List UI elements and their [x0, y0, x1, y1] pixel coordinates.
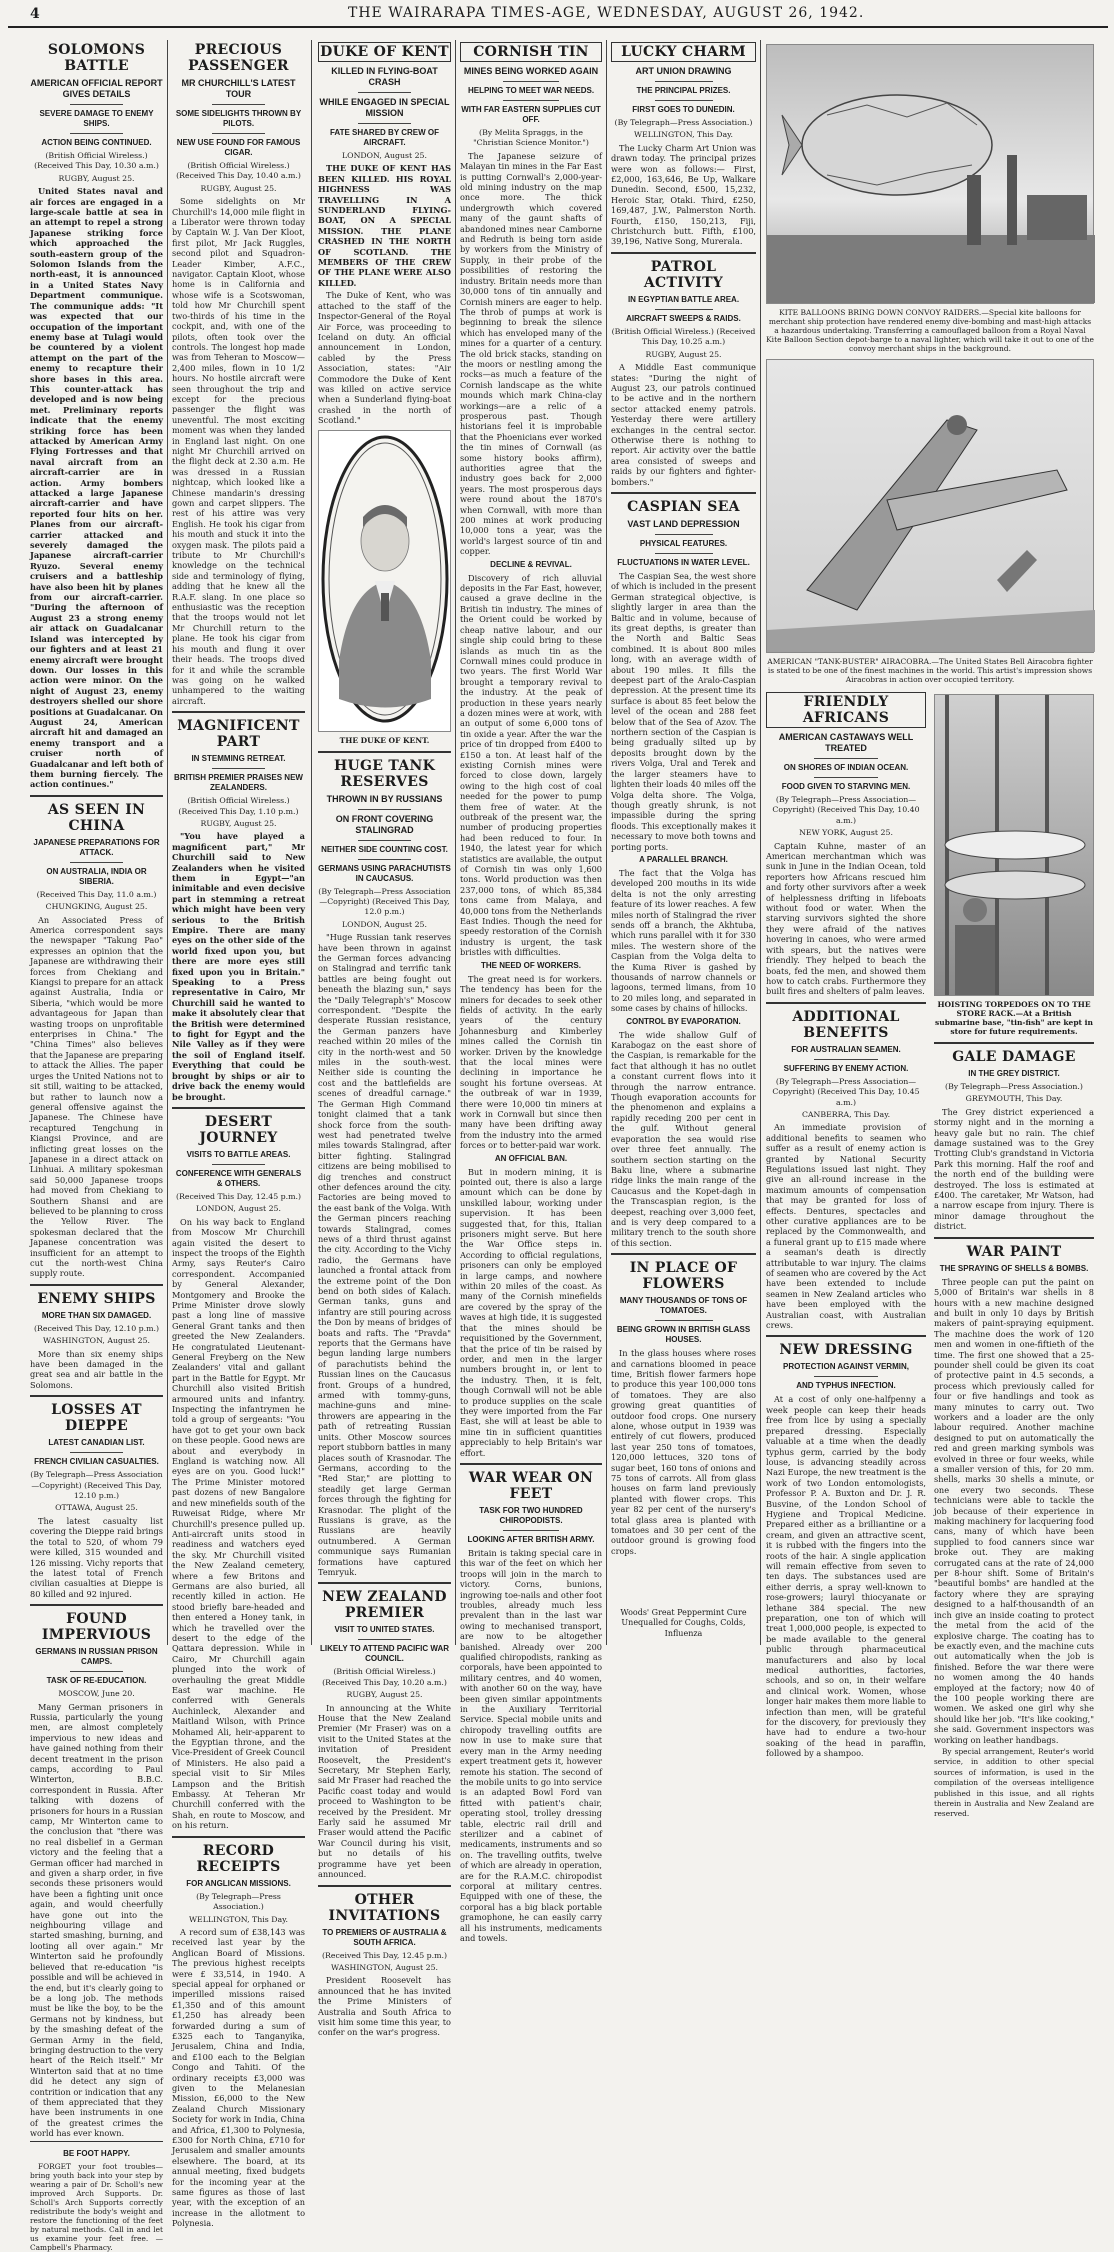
portrait-drawing — [319, 431, 452, 731]
page-number: 4 — [30, 6, 40, 22]
article-body: A Middle East communique states: "During the night of August 23, our patrols continued to be active and in the northern sector attacked enemy patrols. Yesterday there were artillery exchanges in the central sector. Otherwise there is nothing to report. Air activity over the battle area consisted of sweeps and raids by our fighters and fighter-bombers." — [611, 362, 756, 487]
subheadline: ART UNION DRAWING — [635, 66, 732, 76]
headline: DUKE OF KENT — [318, 42, 451, 62]
torpedo-photo — [934, 694, 1094, 996]
advertisement: Woods' Great Peppermint Cure Unequalled for Coughs, Colds, Influenza — [620, 1607, 747, 1638]
article-body: In the glass houses where roses and carnations bloomed in peace time, British flower farmers hope to produce this year 100,000 tons of tomatoes. They are also growing great quantities of outdoor food crops. One nursery alone, whose output in 1939 was entirely of cut flowers, produced last year 250 tons of tomatoes, 120,000 lettuces, 320 tons of sugar beet, 160 tons of onions and 75 tons of carrots. All from glass houses on farm land previously planted with flower crops. This year 82 per cent of the nursery's total glass area is planted with tomatoes and 30 per cent of the outdoor ground is growing food crops. — [611, 1348, 756, 1556]
article-body: Three people can put the paint on 5,000 of Britain's war shells in 8 hours with a new machine designed and built in only 10 days by British makers of paint-spraying equipment. The machine does the work of 120 men and women in one-fiftieth of the time. The first one showed that a 25-pounder shell could be given its coat of protective paint in 4.5 seconds, a process which previously called for four or five handlings and took as many minutes to carry out. Two workers and a loader are the only labour required. Another machine designed to put on automatically the red and green marking symbols was evolved in three or four weeks, while a smaller version of this, for 20 mm. shells, marks 30 shells a minute, or one every two seconds. These technicians were able to tackle the job because of their experience in making machinery for lacquering food cans, many of which have been supplied to food canners since war broke out. They are making corrugated cans at the rate of 24,000 per 8-hour shift. Some of Britain's "beautiful bombs" are handled at the factory where they are spraying designed to a half-thousandth of an inch give an inside coating to protect the metal from the acid of the explosive charge. The coating has to be exactly even, and the machine cuts out automatically when the job is finished. Before the war there were no women among the 40 hands employed at the factory; now 40 of the 100 people working there are women. We asked one girl why she should like her job. "It's like cooking," she said. Government inspectors was working on leather handbags. — [934, 1276, 1094, 1745]
credit-line: (By Telegraph—Press Association.) — [196, 1891, 281, 1912]
subheadline: BRITISH PREMIER PRAISES NEW ZEALANDERS. — [174, 773, 303, 793]
subheadline: PROTECTION AGAINST VERMIN, — [783, 1362, 909, 1372]
credit-line: (By Melita Spraggs, in the "Christian Science Monitor.") — [473, 128, 589, 148]
article-body: "You have played a magnificent part," Mr Churchill said to New Zealanders when he visited them in Egypt—"an inimitable and even decisive part in stemming a retreat which might have been very serious to the British Empire. There are many eyes on the other side of the world fixed upon you, but there are more eyes still fixed upon you in Britain." Speaking to a Press representative in Cairo, Mr Churchill said he wanted to make it absolutely clear that the British were determined to fight for Egypt and the Nile Valley as if they were the soil of England itself. Everything that could be brought by ships or air to drive back the enemy would be brought. — [172, 831, 305, 1102]
dateline: LONDON, August 25. — [196, 1204, 281, 1214]
subheadline: TO PREMIERS OF AUSTRALIA & SOUTH AFRICA. — [322, 1927, 447, 1947]
dateline: RUGBY, August 25. — [200, 183, 277, 193]
article-body: United States naval and air forces are engaged in a large-scale battle at sea in an attempt to repel a strong Japanese striking force which approached the south-eastern group of the Solomon Islands from the north-east, it is announced in a United States Navy Department communique. The communique adds: "It was expected that our occupation of the important enemy base at Tulagi would be countered by a violent attempt on the part of the enemy to recapture their shore bases in this area. This counter-attack has developed and is now being met. Preliminary reports indicate that the enemy striking force has been attacked by American Army Flying Fortresses and that naval aircraft from an aircraft-carrier are in action. Army bombers attacked a large Japanese aircraft-carrier and have reported four hits on her. Planes from our aircraft-carrier attacked and severely damaged the Japanese aircraft-carrier Ryuzo. Several enemy cruisers and a battleship have also been hit by planes from our aircraft-carrier. "During the afternoon of August 23 a strong enemy air attack on Guadalcanar Island was intercepted by our fighters and at least 21 enemy aircraft were brought down. Our losses in this action were minor. On the night of August 23, enemy destroyers shelled our shore positions at Guadalcanar. On August 24, American aircraft hit and damaged an enemy transport and a cruiser north of Guadalcanar and left both of them burning fiercely. The action continues." — [30, 186, 163, 790]
subheadline: FOR AUSTRALIAN SEAMEN. — [791, 1044, 901, 1054]
column-2 — [172, 40, 305, 2229]
article-body: A record sum of £38,143 was received last year by the Anglican Board of Missions. The previous highest receipts were £ 33,514, in 1940. A special appeal for orphaned or imperilled missions raised £1,350 and of this amount £1,250 has already been forwarded during a sum of £325 each to Tanganyika, Jerusalem, China and India, and £100 each to the Belgian Congo and Tahiti. Of the ordinary receipts £3,000 was given to the Melanesian Mission, £6,000 to the New Zealand Church Missionary Society for work in India, China and Africa, £1,300 to Polynesia, £300 for North China, £710 for Jerusalem and smaller amounts elsewhere. The board, at its annual meeting, fixed budgets for the incoming year at the same figures as those of last year, with the exception of an increase in the allotment to Polynesia. — [172, 1926, 305, 2229]
column-4 — [460, 40, 602, 1943]
ad-heading: BE FOOT HAPPY. — [63, 2148, 130, 2158]
ad-body: FORGET your foot troubles—bring youth back into your step by wearing a pair of Dr. Scholl's new improved Arch Supports. Dr. Scholl's Arch Supports correctly redistribute the body's weight and restore the functioning of the feet by natural methods. Call in and let us examine your feet free. —Campbell's Pharmacy. — [30, 2161, 163, 2252]
headline: CORNISH TIN — [460, 42, 602, 62]
torpedo-drawing — [935, 695, 1095, 995]
subheadline: THE PRINCIPAL PRIZES. — [636, 86, 731, 95]
headline: HUGE TANK RESERVES — [333, 757, 436, 790]
headline: ENEMY SHIPS — [37, 1290, 156, 1307]
headline: WAR WEAR ON FEET — [468, 1469, 594, 1502]
article-body: The great need is for workers. The tendency has been for the miners for decades to seek other fields of activity. In the early years of the century Johannesburg and Kimberley mines called the Cornish tin worker. Driven by the knowledge that the local mines were declining in importance he sought his fortune overseas. At the outbreak of war in 1939, there were 10,000 tin miners at work in Cornwall but since then many have been drifting away from the industry into the armed forces or to better-paid war work. — [460, 973, 602, 1151]
dateline: NEW YORK, August 25. — [799, 828, 893, 838]
photo-caption: KITE BALLOONS BRING DOWN CONVOY RAIDERS.—Special kite balloons for merchant ship protection have rendered enemy dive-bombing and mast-high attacks a hazardous undertaking. Transferring a camouflaged balloon from a Royal Naval Kite Balloon Section depot-barge to a naval lighter, which will take it out to one of the convoy merchant ships in the background. — [766, 308, 1094, 353]
credit-line: (British Official Wireless.) (Received This Day, 10.40 a.m.) — [176, 161, 301, 181]
headline: MAGNIFICENT PART — [177, 718, 300, 751]
section-subhead: THE NEED OF WORKERS. — [480, 960, 581, 970]
headline: FRIENDLY AFRICANS — [766, 692, 926, 728]
kite-balloon-photo — [766, 44, 1094, 304]
subheadline: NEITHER SIDE COUNTING COST. — [321, 844, 448, 854]
subheadline: FRENCH CIVILIAN CASUALTIES. — [34, 1457, 159, 1467]
article-body: But in modern mining, it is pointed out, there is also a large amount which can be done by unskilled labour, working under supervision. It has been suggested that, for this, Italian prisoners might serve. But here the War Office steps in. According to official regulations, prisoners can only be employed in large camps, and nowhere within 20 miles of the coast. As many of the Cornish minefields are covered by the spray of the waves at high tide, it is suggested that the mines should be requisitioned by the Government, that the price of tin be raised by order, and men in the larger numbers brought in, or lent to the industry. Then, it is felt, though Cornwall will not be able to produce supplies on the scale they were imported from the Far East, she will at least be able to mine tin in sufficient quantities appreciably to help Britain's war effort. — [460, 1166, 602, 1458]
article-body: Captain Kuhne, master of an American merchantman which was sunk in June in the Indian Ocean, told reporters how Africans rescued him and forty other survivors after a week of helplessness drifting in lifeboats without food or water. When the starving survivors sighted the shore they were afraid of the natives hovering in canoes, who were armed with spears, but the natives were friendly. They helped to beach the boats, fed the men, and showed them how to catch crabs. Furthermore they built fires and shelters of palm leaves. — [766, 840, 926, 997]
headline: LOSSES AT DIEPPE — [51, 1402, 142, 1435]
subheadline: VISIT TO UNITED STATES. — [334, 1625, 435, 1635]
article-body: An Associated Press of America correspondent says the newspaper "Takung Pao" expresses an opinion that the Japanese are withdrawing their forces from Chekiang and Kiangsi to prepare for an attack against Australia, India or Siberia, "which would be more advantageous for Japan than wasting troops on unprofitable enterprises in China." The "China Times" also believes that the Japanese are preparing to attack the Allies. The paper urges the United Nations not to sit still, waiting to be attacked, but rather to launch now a general offensive against the Japanese. The Chinese have recaptured Tengchung in Kiangsi Province, and are inflicting great losses on the Japanese in a direct attack on Linhuai. A military spokesman said 50,000 Japanese troops had moved from Chekiang to Southern Shansi and are believed to be planning to cross the Yellow River. The spokesman declared that the Japanese concentration was insufficient for an attempt to cut the north-west China supply route. — [30, 914, 163, 1279]
credit-line: (British Official Wireless.) (Received This Day, 10.30 a.m.) — [34, 151, 159, 171]
credit-line: (Received This Day, 12.45 p.m.) — [321, 1950, 448, 1960]
subheadline: AMERICAN CASTAWAYS WELL TREATED — [778, 732, 914, 753]
column-rule — [606, 40, 607, 1645]
column-1 — [30, 40, 164, 2252]
article-body: On his way back to England from Moscow Mr Churchill again visited the desert to inspect the troops of the Eighth Army, says Reuter's Cairo correspondent. Accompanied by General Alexander, Montgomery and Brooke the Prime Minister drove slowly past a long line of massive General Grant tanks and then greeted the New Zealanders. He congratulated Lieutenant-General Freyberg on the New Zealanders' vital and gallant part in the Battle for Egypt. Mr Churchill also visited British armoured units and infantry. Inspecting the infantrymen he told a group of sergeants: "You have got to get your own back on these people. Good news are about and everybody in England is watching now. All eyes are on you. Good luck!" The Prime Minister motored past dozens of new Bangalore and new minefields south of the Ruweisat Ridge, where Mr Churchill's presence pulled up. Anti-aircraft units stood in readiness and watchers eyed the sky. Mr Churchill visited the New Zealand cemetery, where a few Britons and Germans are also buried, all recently killed in action. He stood briefly bare-headed and then entered a Honey tank, in which he travelled over the desert to the edge of the Qattara depression. While in Cairo, Mr Churchill again plunged into the work of overhauling the great Middle East war machine. He conferred with Generals Auchinleck, Alexander and Maitland Wilson, with Prince Mohamed Ali, heir-apparent to the Egyptian throne, and the Vice-President of Greek Council of Ministers. He also paid a special visit to Sir Miles Lampson and the British Embassy. At Teheran Mr Churchill conferred with the Shah, en route to Moscow, and on his return. — [172, 1216, 305, 1831]
subheadline: IN THE GREY DISTRICT. — [968, 1069, 1060, 1078]
subheadline: CONFERENCE WITH GENERALS & OTHERS. — [175, 1168, 302, 1188]
headline: IN PLACE OF FLOWERS — [629, 1260, 738, 1293]
headline: GALE DAMAGE — [952, 1049, 1076, 1065]
dateline: GREYMOUTH, This Day. — [965, 1094, 1063, 1104]
subheadline: IN EGYPTIAN BATTLE AREA. — [627, 294, 740, 304]
subheadline: ON SHORES OF INDIAN OCEAN. — [783, 763, 909, 772]
subheadline: VAST LAND DEPRESSION — [627, 518, 740, 529]
column-rule — [167, 40, 168, 1645]
section-subhead: CONTROL BY EVAPORATION. — [626, 1016, 741, 1026]
photo-caption: HOISTING TORPEDOES ON TO THE STORE RACK.—At a British submarine base, "tin-fish" are kept in store for future requirements. — [935, 1000, 1093, 1036]
headline: OTHER INVITATIONS — [328, 1891, 441, 1924]
subheadline: MINES BEING WORKED AGAIN — [463, 66, 599, 76]
article-body: More than six enemy ships have been damaged in the great sea and air battle in the Solomons. — [30, 1348, 163, 1390]
credit-line: (By Telegraph—Press Association—Copyright) (Received This Day, 10.45 a.m.) — [772, 1076, 920, 1107]
headline: FOUND IMPERVIOUS — [41, 1611, 152, 1644]
subheadline: BEING GROWN IN BRITISH GLASS HOUSES. — [616, 1325, 751, 1345]
subheadline: FOOD GIVEN TO STARVING MEN. — [781, 782, 911, 791]
subheadline: FOR ANGLICAN MISSIONS. — [186, 1878, 291, 1888]
section-subhead: AN OFFICIAL BAN. — [494, 1153, 568, 1163]
subheadline: GERMANS USING PARACHUTISTS IN CAUCASUS. — [318, 863, 451, 883]
subheadline: KILLED IN FLYING-BOAT CRASH — [331, 66, 438, 87]
column-6 — [766, 40, 1094, 1819]
credit-line: (By Telegraph—Press Association—Copyright) (Received This Day, 12.10 p.m.) — [30, 1470, 163, 1501]
credit-line: (British Official Wireless.) (Received This Day, 10.25 a.m.) — [611, 326, 756, 347]
dateline: OTTAWA, August 25. — [55, 1503, 138, 1513]
article-body: President Roosevelt has announced that he has invited the Prime Ministers of Australia and South Africa to visit him some time this year, to confer on the war's progress. — [318, 1975, 451, 2038]
subheadline: SEVERE DAMAGE TO ENEMY SHIPS. — [39, 109, 154, 128]
subheadline: MR CHURCHILL'S LATEST TOUR — [181, 78, 296, 99]
subheadline: LATEST CANADIAN LIST. — [48, 1438, 145, 1448]
headline: NEW DRESSING — [779, 1342, 913, 1359]
headline: DESERT JOURNEY — [199, 1113, 278, 1146]
article-body: In announcing at the White House that the New Zealand Premier (Mr Fraser) was on a visit to the United States at the invitation of President Roosevelt, the President's Secretary, Mr Stephen Early, said Mr Fraser had reached the Pacific coast today and would proceed to Washington to be received by the President. Mr Early said he assumed Mr Fraser would attend the Pacific War Council during his visit, but no details of his programme have yet been announced. — [318, 1702, 451, 1880]
headline: PATROL ACTIVITY — [643, 258, 724, 291]
subcolumn-left — [766, 690, 926, 1822]
subcolumn-right — [934, 690, 1094, 1822]
subheadline: HELPING TO MEET WAR NEEDS. — [467, 86, 595, 95]
article-body: The Caspian Sea, the west shore of which is included in the present German strategical objective, is slightly larger in area than the Baltic and in volume, because of its great depths, is greater than the North and Baltic Seas combined. It is about 800 miles long, with an average width of about 190 miles. It fills the deepest part of the Aralo-Caspian depression. At the present time its surface is about 85 feet below the level of the ocean and 288 feet below that of the Sea of Azov. The northern section of the Caspian is being gradually silted up by deposits brought down by the rivers Volga, Ural and Terek and the larger steamers have to lighten their loads 40 miles off the Volga delta shore. The Volga, though greatly shrunk, is not impassible during the spring floods. This exceptionally makes it necessary to move both towns and porting ports. — [611, 570, 756, 852]
subheadline: SOME SIDELIGHTS THROWN BY PILOTS. — [175, 109, 302, 128]
headline: WAR PAINT — [966, 1243, 1062, 1260]
credit-line: (British Official Wireless.) (Received This Day, 10.20 a.m.) — [322, 1667, 447, 1687]
subheadline: AMERICAN OFFICIAL REPORT GIVES DETAILS — [30, 78, 163, 99]
column-5 — [611, 40, 756, 1645]
photo-caption: AMERICAN "TANK-BUSTER" AIRACOBRA.—The United States Bell Airacobra fighter is stated to be one of the finest machines in the world. This artist's impression shows Airacobras in action over occupied territory. — [767, 657, 1093, 684]
newspaper-title: THE WAIRARAPA TIMES-AGE, WEDNESDAY, AUGUST 26, 1942. — [348, 5, 865, 21]
subheadline: MORE THAN SIX DAMAGED. — [41, 1310, 152, 1320]
advertisement — [30, 2141, 163, 2252]
dateline: RUGBY, August 25. — [200, 818, 277, 828]
column-rule — [455, 40, 456, 1645]
credit-line: (By Telegraph—Press Association—Copyright) (Received This Day, 10.40 a.m.) — [772, 795, 920, 825]
dateline: CANBERRA, This Day. — [801, 1109, 891, 1119]
article-body: The Duke of Kent, who was attached to the staff of the Inspector-General of the Royal Air Force, was proceeding to Iceland on duty. An official announcement in London, cabled by the Press Association, states: "Air Commodore the Duke of Kent was killed on active service when a Sunderland flying-boat crashed in the north of Scotland." — [318, 290, 451, 426]
article-body: At a cost of only one-halfpenny a week people can keep their heads free from lice by using a specially prepared dressing. Especially valuable at a time when the deadly typhus germ, carried by the body louse, is advancing steadily across Nazi Europe, the new treatment is the work of two London entomologists, Professor P. A. Buxton and Dr. J. R. Busvine, of the London School of Hygiene and Tropical Medicine. Prepared either as a brilliantine or a cream, and given an attractive scent, it is rubbed with the fingers into the roots of the hair. A single application will remain effective from seven to ten days. The substances used are either derris, a spray well-known to rose-growers; lauryl thiocyanate or lethane 384 special. The new preparation, one ton of which will treat 1,000,000 people, is expected to be made available to the general public through pharmaceutical manufacturers and also by local medical authorities, factories, schools, and so on, in their welfare and clinical work. Women, whose longer hair makes them more liable to infection than men, will be grateful for the discovery, for previously they have had to endure a two-hour soaking of the head in paraffin, followed by a shampoo. — [766, 1394, 926, 1759]
kite-balloon-drawing — [767, 45, 1095, 303]
photo-caption: THE DUKE OF KENT. — [339, 735, 430, 745]
section-subhead: A PARALLEL BRANCH. — [639, 854, 728, 864]
subheadline: IN STEMMING RETREAT. — [191, 754, 286, 764]
subheadline: VISITS TO BATTLE AREAS. — [186, 1149, 291, 1159]
subheadline: THE SPRAYING OF SHELLS & BOMBS. — [939, 1263, 1089, 1273]
article-body: Some sidelights on Mr Churchill's 14,000 mile flight in a Liberator were thrown today by Captain W. J. Van Der Kloot, first pilot, Mr Jack Ruggles, second pilot and Squadron-Leader Kimber, A.F.C., navigator. Captain Kloot, whose home is in California and whose wife is a Scotswoman, told how Mr Churchill spent two-thirds of his time in the cockpit, and, with one of the pilots, often took over the controls. The longest hop made was from Teheran to Moscow—2,400 miles, flown in 10 1/2 hours. No hostile aircraft were seen throughout the trip and except for the precious passenger the flight was uneventful. The most exciting moment was when they landed in England last night. On one night Mr Churchill arrived on the flight deck at 2.30 a.m. He was dressed in a Russian nightcap, which looked like a Chinese mandarin's dressing gown and carpet slippers. The rest of his attire was very English. He took his cigar from his mouth and stuck it into the oxygen mask. The pilots paid a tribute to Mr Churchill's knowledge on the technical side and terminology of flying, adding that he knew all the R.A.F. slang. In one place so enthusiastic was the reception that the troops would not let Mr Churchill return to the plane. He took his cigar from his mouth and flung it over their heads. The troops dived for it and while the scramble was going on he walked unhampered to the waiting aircraft. — [172, 196, 305, 706]
dateline: RUGBY, August 25. — [346, 1690, 423, 1700]
copyright-note: By special arrangement, Reuter's world service, in addition to other special sources of information, is used in the compilation of the overseas intelligence published in this issue, and all rights therein in Australia and New Zealand are reserved. — [934, 1746, 1094, 1819]
subheadline: FLUCTUATIONS IN WATER LEVEL. — [617, 557, 750, 567]
masthead — [8, 0, 1108, 28]
article-body: The Lucky Charm Art Union was drawn today. The principal prizes were won as follows:— First, £2,000, 163,646, Be Up, Walkare Dunedin. Second, £500, 15,232, Heroic Star, Otaki. Third, £250, 169,487, J.W., Palmerston North. Fourth, £150, 150,213, Fiji, Christchurch butt. Fifth, £100, 39,196, Native Song, Murerala. — [611, 142, 756, 247]
article-body: The Japanese seizure of Malayan tin mines in the Far East is putting Cornwall's 2,000-year-old mining industry on the map once more. The thick undergrowth which covered many of the gaunt shafts of abandoned mines near Camborne and Redruth is being torn aside by workers from the Ministry of Supply, in their probe of the possibilities of restoring the industry. Britain needs more than 30,000 tons of tin annually and Cornish miners are eager to help. The throb of pumps at work is beginning to break the silence which has enveloped many of the mines for a quarter of a century. The old brick stacks, standing on the moors or nestling among the rocks—as much a feature of the Cornish landscape as the white mounds which mark China-clay workings—are a relic of a prosperous past. Though historians feel it is improbable that the Phoenicians ever worked the tin mines of Cornwall (as some history books affirm), authorities agree that the industry goes back for 2,000 years. The most prosperous days were round about the 1870's when Cornwall, with more than 200 mines at work producing 10,000 tons a year, was the world's largest source of tin and copper. — [460, 150, 602, 557]
airacobra-drawing — [767, 360, 1095, 652]
dateline: RUGBY, August 25. — [645, 349, 722, 359]
airacobra-illustration — [766, 359, 1094, 653]
article-body: The latest casualty list covering the Dieppe raid brings the total to 520, of whom 79 were killed, 315 wounded and 126 missing. Vichy reports that the latest total of French civilian casualties at Dieppe is 80 killed and 92 injured. — [30, 1515, 163, 1599]
dateline: LONDON, August 25. — [342, 151, 427, 160]
subheadline: NEW USE FOUND FOR FAMOUS CIGAR. — [176, 138, 301, 157]
credit-line: (Received This Day, 12.45 p.m.) — [175, 1191, 302, 1201]
subheadline: AND TYPHUS INFECTION. — [796, 1381, 896, 1391]
dateline: WASHINGTON, August 25. — [330, 1962, 439, 1972]
duke-of-kent-portrait — [318, 430, 451, 732]
headline: RECORD RECEIPTS — [196, 1842, 281, 1875]
subheadline: ON FRONT COVERING STALINGRAD — [335, 813, 434, 835]
subheadline: WITH FAR EASTERN SUPPLIES CUT OFF. — [461, 105, 601, 124]
dateline: WELLINGTON, This Day. — [633, 130, 733, 140]
subheadline: PHYSICAL FEATURES. — [639, 538, 728, 548]
article-body: The fact that the Volga has developed 200 mouths in its wide delta is not the only arresting feature of its lower reaches. A few miles north of Stalingrad the river sends off a branch, the Akhtuba, which runs parallel with it for 330 miles. The western shore of the Caspian from the Volga delta to the Kuma River is gashed by thousands of narrow channels or lagoons, termed limans, from 10 to 20 miles long, and separated in some cases by chains of hillocks. — [611, 867, 756, 1014]
credit-line: (By Telegraph—Press Association.) — [945, 1082, 1083, 1091]
dateline: RUGBY, August 25. — [58, 173, 135, 183]
column-rule — [760, 40, 761, 1645]
subheadline: WHILE ENGAGED IN SPECIAL MISSION — [319, 97, 450, 118]
subheadline: GERMANS IN RUSSIAN PRISON CAMPS. — [35, 1647, 158, 1667]
headline: SOLOMONS BATTLE — [47, 42, 146, 74]
dateline: MOSCOW, June 20. — [58, 1689, 135, 1699]
article-body: An immediate provision of additional benefits to seamen who suffer as a result of enemy action is granted by National Security Regulations issued last night. They give an all-round increase in the maximum amounts of compensation that may be granted for loss of effects. Dentures, spectacles and other curative appliances are to be replaced by the Commonwealth, and a funeral grant up to £15 made where a seaman's death is directly attributable to war injury. The claims of seamen who are covered by the Act have been extended to include seamen in New Zealand articles who have been employed with the Australian coast, with Australian crews. — [766, 1122, 926, 1331]
section-subhead: DECLINE & REVIVAL. — [490, 559, 572, 569]
newspaper-page — [8, 0, 1108, 2252]
subheadline: ACTION BEING CONTINUED. — [41, 138, 152, 147]
subheadline: FIRST GOES TO DUNEDIN. — [632, 105, 735, 114]
headline: PRECIOUS PASSENGER — [188, 42, 289, 74]
headline: LUCKY CHARM — [611, 42, 756, 62]
column-rule — [311, 40, 312, 1645]
headline: AS SEEN IN CHINA — [47, 801, 146, 834]
credit-line: (By Telegraph—Press Association.) — [614, 118, 753, 127]
dateline: CHUNGKING, August 25. — [45, 902, 148, 912]
subheadline: TASK OF RE-EDUCATION. — [46, 1676, 147, 1686]
article-body: The wide shallow Gulf of Karabogaz on the east shore of the Caspian, is remarkable for the fact that although it has no outlet a constant current flows into it through the narrow entrance. Though evaporation accounts for the phenomenon and explains a rapidly receding 200 per cent in the gulf. Without general evaporation the sea would rise over three feet annually. The southern section starting on the Baku line, where a submarine ridge links the main range of the Caucasus and the Kopet-dagh in the Transcaspian region, is the deepest, reaching over 3,000 feet, and is very deep compared to a military trench to the south shore of this section. — [611, 1029, 756, 1248]
credit-line: (British Official Wireless.) (Received This Day, 1.10 p.m.) — [178, 796, 299, 816]
article-body: Many German prisoners in Russia, particularly the young men, are almost completely impervious to new ideas and have gained nothing from their decent treatment in the prison camps, according to Paul Winterton, B.B.C. correspondent in Russia. After talking with dozens of prisoners for hours in a Russian camp, Mr Winterton came to the conclusion that "there was no real disbelief in a German victory and the feeling that a German officer had marched in and given a sharp order, in five seconds these prisoners would have been a fighting unit once again, and would cheerfully have gone out into the neighbouring village and started smashing, burning, and looting all over again." Mr Winterton said he profoundly believed that re-education "is possible and will be achieved in the end, but it's clearly going to be a long job. The methods must be like the boy, to be the Germans not by kindness, but by the smashing defeat of the German Army in the field, bringing destruction to the very heart of the Reich itself." Mr Winterton said that at no time did he detect any sign of contrition or indication that any of them appreciated that they have been instruments in one of the greatest crimes the world has ever known. — [30, 1701, 164, 2139]
article-body: The Grey district experienced a stormy night and in the morning a heavy gale but no rain. The chief damage sustained was to the Grey Trotting Club's grandstand in Victoria Park this morning. Half the roof and the north end of the building were destroyed. The loss is estimated at £400. The caretaker, Mr Watson, had a narrow escape from injury. There is minor damage throughout the district. — [934, 1106, 1094, 1232]
subheadline: LOOKING AFTER BRITISH ARMY. — [467, 1534, 595, 1544]
lower-section — [766, 690, 1094, 1822]
credit-line: (Received This Day, 11.0 a.m.) — [36, 889, 157, 899]
subheadline: JAPANESE PREPARATIONS FOR ATTACK. — [33, 837, 160, 857]
subheadline: MANY THOUSANDS OF TONS OF TOMATOES. — [619, 1296, 748, 1316]
column-3 — [318, 40, 451, 2038]
subheadline: FATE SHARED BY CREW OF AIRCRAFT. — [329, 128, 440, 147]
article-body: Discovery of rich alluvial deposits in the Far East, however, caused a grave decline in the British tin industry. The mines of the Orient could be worked by cheap native labour, and our single ship could bring to these islands as much tin as the Cornwall mines could produce in two years. The first World War brought a temporary revival to the industry. At the peak of production in these years nearly a dozen mines were at work, with an output of some 6,000 tons of tin oxide a year. After the war the price of tin dropped from £400 to £150 a ton. At least half of the existing Cornish mines were forced to close down, largely owing to the high cost of coal needed for the power to pump them free of water. At the outbreak of the present war, the number of producing properties had been reduced to four. In 1940, the latest year for which statistics are available, the output of Cornish tin was only 1,600 tons. World production was then 237,000 tons, of which 85,384 tons came from Malaya, and 40,000 tons from the Netherlands East Indies. Though the need for speedy restoration of the Cornish industry is urgent, the task bristles with difficulties. — [460, 572, 602, 958]
dateline: LONDON, August 25. — [342, 919, 427, 929]
subheadline: ON AUSTRALIA, INDIA OR SIBERIA. — [46, 866, 147, 886]
headline: CASPIAN SEA — [627, 498, 740, 515]
subheadline: SUFFERING BY ENEMY ACTION. — [783, 1063, 909, 1073]
article-lead: THE DUKE OF KENT HAS BEEN KILLED. HIS ROYAL HIGHNESS WAS TRAVELLING IN A SUNDERLAND FLYING-BOAT, ON A SPECIAL MISSION. THE PLANE CRASHED IN THE NORTH OF SCOTLAND. THE MEMBERS OF THE CREW OF THE PLANE WERE ALSO KILLED. — [318, 163, 451, 288]
credit-line: (Received This Day, 12.10 p.m.) — [33, 1323, 160, 1333]
headline: NEW ZEALAND PREMIER — [322, 1589, 447, 1622]
article-body: Britain is taking special care in this war of the feet on which her troops will join in the march to victory. Corns, bunions, ingrowing toe-nails and other foot troubles, already much less prevalent than in the last war owing to mechanised transport, are now to be altogether banished. Already over 200 qualified chiropodists, ranking as corporals, have been appointed to military centres, and 40 women, with another 60 on the way, have been given similar appointments in the Auxiliary Territorial Service. Special mobile units and chiropody travelling outfits are now in use to make sure that every man in the Army needing expert treatment gets it, however remote his station. The second of the mobile units to go into service is an adapted Bowl Ford van fitted with patient's chair, operating stool, trolley dressing table, electric rail drill and sterilizer and a cabinet of medicaments, instruments and so on. The travelling outfits, twelve of which are already in operation, are for the R.A.M.C. chiropodist corporal at military centres. Equipped with one of these, the corporal has a big black portable gramophone, he can easily carry all his instruments, medicaments and towels. — [460, 1547, 602, 1943]
dateline: WASHINGTON, August 25. — [42, 1336, 151, 1346]
subheadline: AIRCRAFT SWEEPS & RAIDS. — [626, 313, 741, 323]
dateline: WELLINGTON, This Day. — [188, 1914, 288, 1924]
article-body: "Huge Russian tank reserves have been thrown in against the German forces advancing on Stalingrad and terrific tank battles are being fought out beneath the blazing sun," says the "Daily Telegraph's" Moscow correspondent. "Despite the desperate Russian resistance, the German panzers have reached within 20 miles of the city in the north-west and 50 miles in the south-west. Neither side is counting the cost and the battlefields are scenes of dreadful carnage." The German High Command tonight claimed that a tank shock force from the south-west had penetrated twelve miles towards Stalingrad, after bitter fighting. Stalingrad citizens are being mobilised to dig trenches and construct other defences around the city. Factories are being moved to the east bank of the Volga. With the German pincers reaching towards Stalingrad, comes news of a third thrust against the city. According to the Vichy radio, the Germans have launched a frontal attack from the extreme point of the Don bend on both sides of Kalach. German tanks, guns and infantry are still pouring across the Don by means of bridges of boats and rafts. The "Pravda" reports that the Germans have begun landing large numbers of parachutists behind the Russian lines on the Caucasus front. Groups of a hundred, armed with tommy-guns, machine-guns and mine-throwers are appearing in the path of retreating Russian units. Other Moscow sources report stubborn battles in many places south of Krasnodar. The Germans, according to the "Red Star," are plotting to steadily get large German forces through the fighting for Krasnodar. The plight of the Russians is grave, as the Russians are heavily outnumbered. A German communique says Rumanian formations have captured Temryuk. — [318, 932, 451, 1577]
headline: ADDITIONAL BENEFITS — [792, 1008, 900, 1041]
credit-line: (By Telegraph—Press Association—Copyright) (Received This Day, 12.0 p.m.) — [318, 886, 451, 917]
subheadline: THROWN IN BY RUSSIANS — [326, 793, 443, 804]
subheadline: TASK FOR TWO HUNDRED CHIROPODISTS. — [479, 1505, 583, 1525]
subheadline: LIKELY TO ATTEND PACIFIC WAR COUNCIL. — [319, 1644, 450, 1664]
